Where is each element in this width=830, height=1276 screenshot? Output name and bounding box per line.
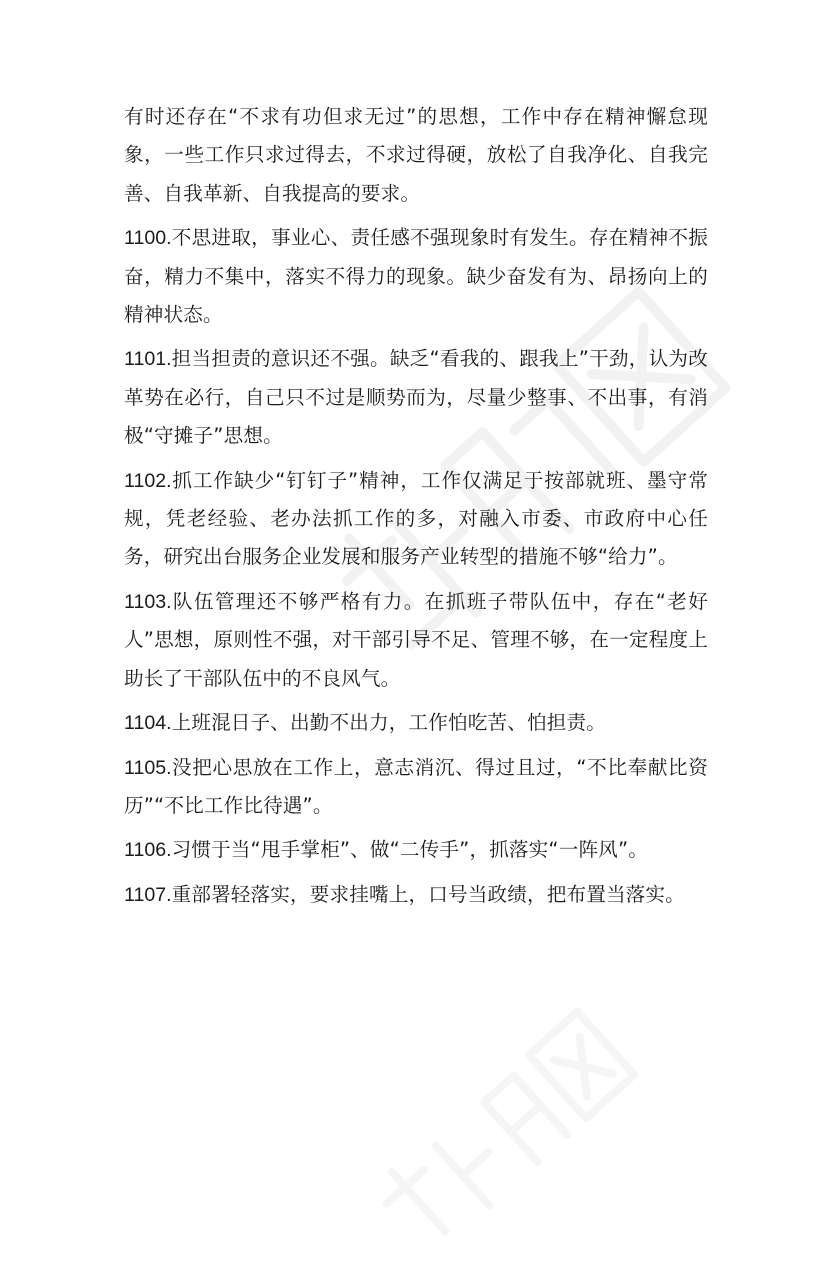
item-text: 重部署轻落实，要求挂嘴上，口号当政绩，把布置当落实。 [171,882,685,906]
item-number: 1100. [124,227,172,250]
item-number: 1102. [124,469,172,492]
paragraph-item-1104 [124,704,708,742]
paragraph-text: 有时还存在“不求有功但求无过”的思想，工作中存在精神懈怠现象，一些工作只求过得去，不求过得硬，放松了自我净化、自我完善、自我革新、自我提高的要求。 [124,105,708,205]
paragraph-item-1100 [124,219,708,334]
item-text: 抓工作缺少“钉钉子”精神，工作仅满足于按部就班、墨守常规，凭老经验、老办法抓工作的多，对融入市委、市政府中心任务，研究出台服务企业发展和服务产业转型的措施不够“给力”。 [124,468,708,569]
item-number: 1101. [124,348,172,371]
item-text: 习惯于当“甩手掌柜”、做“二传手”，抓落实“一阵风”。 [171,838,649,862]
watermark-bottom-icon [352,994,649,1276]
item-number: 1106. [124,839,172,862]
paragraph-continuation [124,98,708,213]
item-number: 1103. [124,590,172,613]
paragraph-item-1102 [124,462,708,577]
item-number: 1104. [124,712,172,735]
paragraph-item-1101 [124,340,708,455]
document-body [124,98,708,914]
paragraph-item-1103 [124,583,708,698]
paragraph-item-1106 [124,831,708,869]
paragraph-item-1107 [124,876,708,914]
item-text: 队伍管理还不够严格有力。在抓班子带队伍中，存在“老好人”思想，原则性不强，对干部引导不足、管理不够，在一定程度上助长了干部队伍中的不良风气。 [124,589,708,690]
paragraph-item-1105 [124,749,708,826]
item-text: 没把心思放在工作上，意志消沉、得过且过，“不比奉献比资历”“不比工作比待遇”。 [124,755,708,817]
item-text: 担当担责的意识还不强。缺乏“看我的、跟我上”干劲，认为改革势在必行，自己只不过是顺势而为，尽量少整事、不出事，有消极“守摊子”思想。 [124,347,708,448]
item-text: 上班混日子、出勤不出力，工作怕吃苦、怕担责。 [171,711,606,735]
item-text: 不思进取，事业心、责任感不强现象时有发生。存在精神不振奋，精力不集中，落实不得力的现象。缺少奋发有为、昂扬向上的精神状态。 [124,226,708,327]
item-number: 1105. [124,756,172,779]
item-number: 1107. [124,883,172,906]
